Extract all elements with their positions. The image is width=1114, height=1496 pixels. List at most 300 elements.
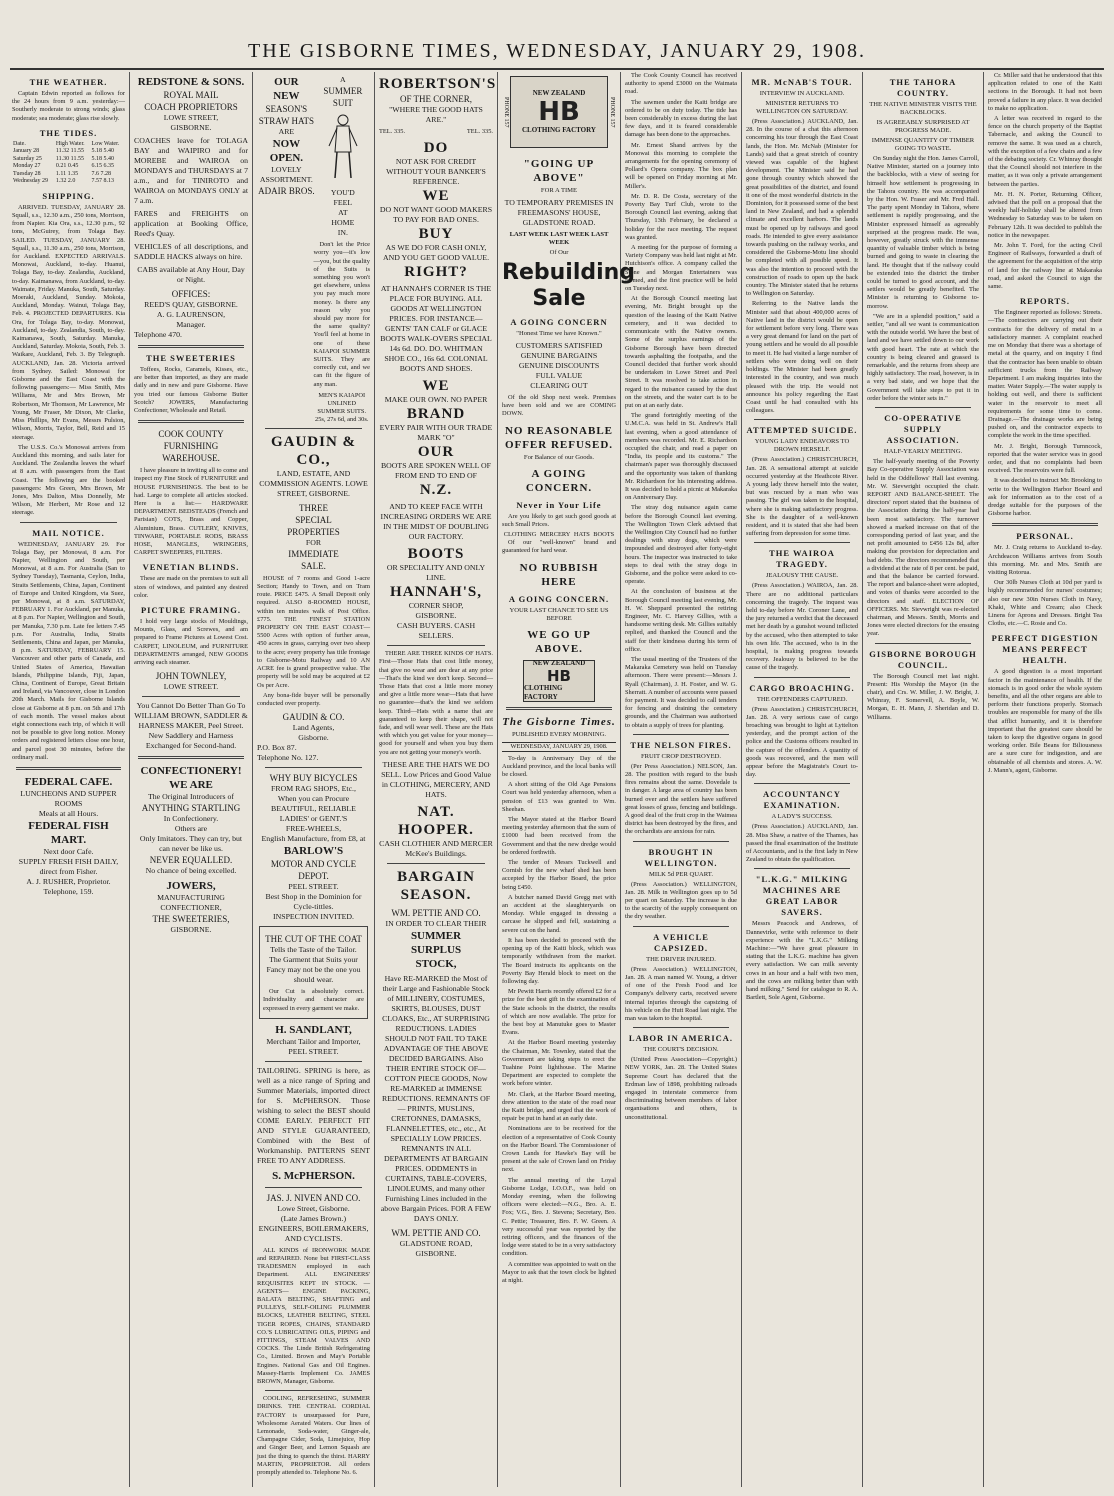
ad-line: AT [338,208,348,218]
accountancy-heading: ACCOUNTANCY EXAMINATION. [763,789,841,811]
news-paragraph: It was decided to instruct Mr. Brooking to write to the Wellington Harbor Board and ask for information as to the cost of a dredge suitable for the purposes of the Gisborne harbor. [988,477,1102,518]
cafe-line: LUNCHEONS AND SUPPER ROOMS [20,789,117,809]
union-company-text: The U.S.S. Co.'s Monowai arrives from Auckland this morning, and sails later for Auckland. The Zealandia leaves the wharf at 8 a.m. with passengers from the East Coast. The following are the booked passengers: Mrs Green, Mrs Brown, Mr Jones, Mrs Dalton, Miss Donnelly, Mr Wilson, Mr Herbert, Mr Rose and 12 steerage. [12,443,125,517]
news-paragraph: The grand fortnightly meeting of the U.M.C.A. was held in St. Andrew's Hall last evening, when a good attendance of members was recorded. Mr. E. Richardson occupied the chair, and read a paper on "India, its people and its customs." The chairman's paper was thoroughly discussed and the opportunity was taken of thanking Mr. Richardson for his interesting address. It was decided to hold a picnic at Makaraka on Anniversary Day. [625,412,737,502]
tides-cell: Tuesday 28 [13,170,41,177]
ad-line: Telephone No. 127. [257,753,319,763]
coop-heading: CO-OPERATIVE SUPPLY ASSOCIATION. [884,413,962,446]
ad-line: WE [422,378,450,395]
published-every-morning: PUBLISHED EVERY MORNING. [511,730,607,738]
ad-line: NAT. HOOPER. [398,803,474,838]
ad-line: ROBERTSON'S [379,76,497,92]
news-paragraph: Mr. John T. Ford, for the acting Civil Engineer of Railways, forwarded a draft of the agreement for the acquisition of the strip of land for the railway line at Makaraka road, and asked the Council to sign the same. [988,242,1102,291]
hb-header [502,72,616,152]
editorial-paragraph: The Mayor stated at the Harbor Board meeting yesterday afternoon that the sum of £1000 had been received from the Government and that the new dredge would be ordered forthwith. [502,816,616,856]
sweeteries-heading: THE SWEETERIES [146,353,236,363]
framing-text: I hold very large stocks of Mouldings, Mounts, Glass, and Screwes, and am prepared to Frame Pictures at Lowest Cost. CARPET, LINOLEUM, and FURNITURE DEPARTMENTS arranged, NEW GOODS arriving each steamer. [134,618,248,667]
column-7 [746,72,858,1487]
column-4 [379,72,497,1487]
wairoa-text: (Press Association.) WAIROA, Jan. 28. There are no additional particulars concerning the tragedy. The inquest was held to-day before Mr. Coroner Lane, and the jury returned a verdict that the deceased met her death by a gunshot wound inflicted by the accused, who then attempted to take his own life. The accused, who is in the hospital, is making progress towards recovery. Jealousy is believed to be the cause of the tragedy. [746,582,858,672]
divider [265,1187,362,1188]
column-5 [502,72,636,1487]
column-6 [625,72,737,1487]
cabs-text: CABS available at Any Hour, Day or Night. [137,265,245,284]
list-block [502,341,616,391]
telephone-right: TEL. 335. [466,128,493,135]
framing-heading: PICTURE FRAMING. [140,605,242,616]
federal-cafe-ad [12,775,125,897]
personal-text: Mr. J. Craig returns to Auckland to-day. Archdeacon Williams arrives from South this morning. Mr. and Mrs. Smith are visiting Rotorua. [988,544,1102,576]
editorial-date: WEDNESDAY, JANUARY 29, 1908. [502,742,616,752]
ad-line: SEASON'S [265,104,308,114]
divider [265,1061,362,1062]
ad-line: The Garment that Suits your Fancy may not be the one you should wear. [266,955,361,985]
cargo-subheading: THE OFFENDERS CAPTURED. [756,695,848,703]
redstone-ad [134,75,248,133]
vehicles-text: VEHICLES of all descriptions, and SADDLE HACKS always on hire. [134,242,248,261]
column-rule [129,72,130,1487]
cafe-line: FEDERAL CAFE. [24,776,113,789]
tailor-text: Our Cut is absolutely correct. Individuality and character are expressed in every garment we make. [263,988,364,1012]
ad-line: THREE [299,502,328,513]
temporary-premises: TO TEMPORARY PREMISES IN FREEMASONS' HOUSE, GLADSTONE ROAD. [504,198,614,227]
no-rubbish-heading: NO RUBBISH HERE [519,561,599,588]
ad-line: Lowe Street, Gisborne. [277,1203,350,1213]
category-item: CLOTHING [503,531,537,539]
mail-notice-text: WEDNESDAY, JANUARY 29. For Tolaga Bay, per Monowai, 8 a.m. For Napier, Wellington and South, per Monowai, at 8 a.m. For Australia (San to Sydney Tuesday), Tasmania, Ceylon, India, Straits Settlements, China, Japan, Continent of Europe and United Kingdom, via Suez, per Monowai, at 8 a.m. SATURDAY, FEBRUARY 1. For Auckland, per Manuka, at 8 p.m. For Napier, Wellington and South, per Manuka, 7.30 p.m. Late fee letters 7.45 p.m. For Australia, India, Straits Settlements, China and Japan, per Manuka, 8 p.m. SATURDAY, FEBRUARY 15. Vancouver and other parts of Canada, and United States of America, Hawaiian Islands, Philippine Islands, Fiji, Japan, China, Continent of Europe, Great Britain and Ireland, via Vancouver, close in London 20th March. Mails for Gisborne Islands close at Gisborne at 8 p.m. on 5th and 17th of each month. The vessel makes about eight connections each trip, of which it will not be possible to give long notice. Money orders and registered letters close one hour, and parcel post 30 minutes, before the ordinary mail. [12,540,125,761]
column-rule [983,72,984,1487]
divider [265,428,362,429]
list-item: GENUINE BARGAINS [520,351,598,360]
health-text: A good digestion is a most important factor in the maintenance of health. If the stomach is in good order the whole system benefits, and all the other organs are able to perform their functions properly. Stomach troubles are responsible for many of the ills that afflict humanity, and it is therefore important that the greatest care should be taken to keep the digestive organs in good working order. Bile Beans for Biliousness are a sure cure for indigestion, and are obtainable of all chemists and stores. A. W. J. Mann's, agent, Gisborne. [988,668,1102,774]
news-paragraph: A letter was received in regard to the fence on the church property of the Baptist Tabernacle, and asking the Council to remove the same. It was used as a church, with the exception of a few chairs and a few of the debating society. Cr. Whinray thought that the Council should not interfere in the matter, as it was only a private arrangement between the parties. [988,115,1102,188]
ad-line: GISBORNE. [170,123,212,132]
ad-line: JOWERS, [166,880,216,893]
hats-text: THERE ARE THREE KINDS OF HATS. First—Those Hats that cost little money, that give no wear and are dear at any price—That's the kind we don't keep. Second—Those Hats that cost a little more money and give a little more wear—Hats that have no guarantee—that's the kind we seldom keep. Third—Hats with a name that are guaranteed to keep their shape, will not fade, and will wear well. These are the Hats with which you get value for your money—good for yourself and when you buy them you are not getting your money's worth. [379,650,493,756]
ad-line: CASH BUYERS. CASH SELLERS. [396,621,476,641]
ad-line: JAS. J. NIVEN AND CO. [266,1192,361,1203]
going-concern: A GOING CONCERN [510,317,608,327]
divider [387,645,485,646]
ad-line: THE SWEETERIES, [152,914,230,925]
ad-line: THE CUT OF THE COAT [265,934,362,945]
ad-line: Gisborne. [298,733,329,743]
hb-logo-small [523,660,595,702]
phone-right: PHONE 157 [609,96,615,128]
ad-line: WM. PETTIE AND CO. [391,907,481,918]
divider [387,863,485,864]
summer-suit-lines-2 [316,188,370,238]
tahora-subheading: THE NATIVE MINISTER VISITS THE BACKBLOCKS. [869,101,977,116]
hb-logo-text: HB [547,667,571,686]
tides-cell: January 28 [13,148,40,155]
going-concern-3: A GOING CONCERN. [508,593,610,604]
tides-cell: Wednesday 29 [13,178,49,185]
properties-text: HOUSE of 7 rooms and Good 1-acre Section; Handy to Town, and on Tram route. PRICE £475. A Small Deposit only required. ALSO 8-ROOMED HOUSE, within ten minutes walk of Post Office. £775. THE FINEST STATION PROPERTY ON THE EAST COAST—5500 Acres with option of further areas, 450 acres in grass, carrying over two sheep to the acre; every property has title frontage to Gisborne-Motu Railway and 10 AN ACRE fee is grand prospective value. The property will be sold may be acquired at £2 Os per Acre. [257,574,370,689]
fares-text: FARES and FREIGHTS on application at Booking Office, Reed's Quay. [134,209,248,238]
ad-line: RIGHT? [404,264,468,281]
lkg-heading: "L.K.G." MILKING MACHINES ARE GREAT LABOR SAVERS. [755,874,849,918]
ad-line: Land Agents, [292,723,335,733]
tailor-ad [259,926,368,1019]
offices-block [134,288,248,340]
ad-line: P.O. Box 87. [257,743,297,753]
ad-line: REED'S QUAY, GISBORNE. [144,300,238,309]
divider [875,407,971,408]
ad-line: NOW OPEN. [269,138,304,164]
ad-line: FOR [305,537,322,547]
divider [754,868,850,869]
nurses-text: Our 30lb Nurses Cloth at 10d per yard is highly recommended for nurses' costumes; also our new 30in Nurses Cloth in Navy, Khaki, White and Cream; also Check Linens for Aprons and Dresses. Bright Tea Cloths, etc.—C. Rosie and Co. [988,579,1102,628]
cargo-heading: CARGO BROACHING. [749,682,855,693]
man-figure-icon [323,112,363,182]
news-paragraph: The stray dog nuisance again came before the Borough Council last evening. The Wellington Town Clerk advised that the Wellington City Council had no further dealings with stray dogs, which were impounded and destroyed after forty-eight hours. The inspector was instructed to take steps to deal with the stray dogs in Gisborne, and the police were asked to co-operate. [625,504,737,586]
ad-line: OUR [274,76,299,88]
table-row [12,178,125,186]
ad-line: Best Shop in the Dominion for Cycle-tittles. [265,892,362,912]
cafe-line: SUPPLY FRESH FISH DAILY, direct from Fisher. [18,857,119,877]
column-rule [741,72,742,1487]
boots-block [379,545,493,641]
news-paragraph: The Cook County Council has received authority to spend £3000 on the Waimata road. [625,72,737,96]
go-up-heading: WE GO UP ABOVE. [527,628,591,655]
column-rule [374,72,375,1487]
divider [142,696,240,697]
column-rule [252,72,253,1487]
divider [265,1390,362,1391]
divider [754,419,850,420]
ad-line: GISBORNE. [415,1248,457,1258]
mcnab-subheading: INTERVIEW IN AUCKLAND. [759,90,845,97]
tides-cell: 7.57 8.13 [91,178,115,185]
ad-line: PEEL STREET. [288,1046,339,1056]
sandlant-ad [257,1023,370,1057]
ad-line: LOWE STREET, [163,113,219,122]
confectioner-ad [134,764,248,876]
news-paragraph: The sawmen under the Kaiti bridge are ordered to be on duty today. The tide has been considerably in excess during the last few days, and it is feared considerable damage has been done to the approaches. [625,98,737,139]
niven-ad [257,1192,370,1244]
divider [754,783,850,784]
editorial-paragraph: A short sitting of the Old Age Pensions Court was held yesterday afternoon, when a pension of £13 was granted to Wm. Sheehan. [502,781,616,813]
going-concern-2: A GOING CONCERN. [525,467,593,494]
jowers-ad [134,879,248,935]
list-item: GENUINE DISCOUNTS [518,361,600,370]
nelson-heading: THE NELSON FIRES. [630,739,732,750]
news-paragraph: At the conclusion of business at the Borough Council meeting last evening, Mr. H. W. Sheppard presented the retiring Engineer, Mr. C. Harvey Gillies, with a handsome writing desk. Mr. Gillies suitably replied, and thanked the Council and the staff for their kindness during his term of office. [625,588,738,653]
ad-line: A. G. LAURENSON, [156,310,226,319]
drinks-text: COOLING, REFRESHING, SUMMER DRINKS. THE CENTRAL CORDIAL FACTORY is unsurpassed for Pure, Wholesome Aerated Waters. Our lines of Lemonade, Soda-water, Ginger-ale, Champagne Cider, Soda, Limejuice, Hop and Ginger Beer, and Lemon Squash are just the thing to quench the thirst. HARRY MARTIN, PROPRIETOR. All orders promptly attended to. Telephone No. 6. [257,1395,370,1476]
divider [754,677,850,678]
attempted-subheading: YOUNG LADY ENDEAVORS TO DROWN HERSELF. [754,438,850,454]
accountancy-subheading: A LADY'S SUCCESS. [771,813,833,821]
properties-block [257,502,370,572]
ad-line: SUIT [332,98,353,108]
tahora-subheading-3: IMMENSE QUANTITY OF TIMBER GOING TO WASTE. [871,137,975,152]
of-our: Of Our [549,249,569,256]
ad-line: FURNISHING [163,441,219,452]
table-row [12,148,125,156]
ad-line: LOWE STREET. [163,682,219,692]
bargain-ad [379,868,493,904]
tides-cell: 1.11 1.35 [55,170,79,177]
bicycles-ad [257,772,370,922]
ad-line: LADIES' or GENT.'S [279,814,348,824]
ad-line: YOU'D [330,188,355,198]
ad-line: JOHN TOWNLEY, [155,671,227,682]
tailor-lines [263,933,364,985]
tides-cell: 11.32 11.55 [55,148,84,155]
list-item: CLEARING OUT [530,381,588,390]
pettie-text: Have RE-MARKED the Most of their Large and Fashionable Stock of MILLINERY, COSTUMES, SKIRTS, BLOUSES, DUST CLOAKS, Etc., AT SURPRISING REDUCTIONS. LADIES SHOULD NOT FAIL TO TAKE ADVANTAGE OF THE ABOVE DECIDED BARGAINS. Also THEIR ENTIRE STOCK OF— COTTON PIECE GOODS, Now RE-MARKED at IMMENSE REDUCTIONS. REMNANTS OF— PRINTS, MUSLINS, CRETONNES, DAMASKS, FLANNELETTES, etc., etc., At SPECIALLY LOW PRICES. REMNANTS IN ALL DEPARTMENTS AT BARGAIN PRICES. ODDMENTS in CURTAINS, TABLE-COVERS, LINOLEUMS, and many other Furnishing Lines included in the above Bargain Prices. FOR A FEW DAYS ONLY. [380,973,492,1223]
reports-text: The Engineer reported as follows: Streets.—The contractors are carrying out their contracts for the delivery of metal in a satisfactory manner. A complaint reached me on Monday that there was a shortage of metal at the quarry, and on inquiry I find that the contractor has been unable to obtain sufficient trucks from the Railway Department. I am making inquiries into the matter. Water Supply.—The water supply is holding out well, and there is sufficient water in the reservoir to meet all requirements for some time to come. Drainage.—The drainage works are being pushed on, and the contractor expects to complete the work in the time specified. [988,309,1102,440]
shipping-text: ARRIVED. TUESDAY, JANUARY 28. Squall, s.s., 12.30 a.m., 250 tons, Morrison, from Napier. Kia Ora, s.s., 12.30 p.m., 92 tons, McGuirey, from Tolaga Bay. SAILED. TUESDAY, JANUARY 28. Squall, s.s., 11.30 a.m., 250 tons, Morrison, for Auckland. EXPECTED ARRIVALS. Monowai, Auckland, to-day. Huanui, Tolaga Bay, to-day. Zealandia, Auckland, to-day. Kaimanawa, from Auckland, to-day. Waimate, Friday. Manuka, South, Saturday. Moeraki, Auckland, Sunday. Mokoia, Auckland, Monday. Wainui, Tolaga Bay, Feb. 4. PROJECTED DEPARTURES. Kia Ora, for Tolaga Bay, to-day. Monowai, Auckland, to-day. Zealandia, South, to-day. Kaimanawa, South, Saturday. Manuka, Auckland, Saturday. Mokoia, South, Feb. 3. Waikare, Auckland, Feb. 3. By Telegraph. AUCKLAND, Jan. 28. Victoria arrived from Sydney. Sailed: Monowai for Gisborne and the East Coast with the following passengers:— Miss Smith, Mrs Williams, Mr and Mrs Brown, Mr Robertson, Mr Thomson, Mr Lawrence, Mr Young, Mr Fraser, Mr Dixon, Mr Clarke, Miss Phillips, Mr Evans, Messrs Pulsion, Wilson, Morris, Taylor, Bell, Reid and 15 steerage. [12,203,125,441]
cargo-text: (Press Association.) CHRISTCHURCH, Jan. 28. A very serious case of cargo broaching was brought to light at Lyttelton yesterday, and the prompt action of the police and the Customs officers resulted in the capture of the offenders. A quantity of goods was recovered, and the men will appear before the Magistrate's Court to-day. [746,705,858,779]
ad-line: Only Imitators. They can try, but can never be like us. [139,834,243,854]
ad-line: BEAUTIFUL, RELIABLE [271,804,356,814]
tahora-text-2: "We are in a splendid position," said a settler, "and all we want is communication with the outside world. We have the best of land and we have settled down to our work with good heart. The rate at which the country is being cleared and grassed is remarkable, and the returns from sheep are highly satisfactory. The road, however, is in a very bad state, and we hope that the Government will take steps to put it in order before the winter sets in." [867,312,979,402]
ad-line: ENGINEERS, BOILERMAKERS, AND CYCLISTS. [258,1223,369,1243]
ad-line: NOT ASK FOR CREDIT WITHOUT YOUR BANKER'S REFERENCE. [386,157,486,187]
ad-line: CONFECTIONERY! [140,765,242,778]
ad-line: WE [422,188,450,205]
divider [754,542,850,543]
blinds-text: These are made on the premises to suit all sizes of windows, and painted any desired color. [134,575,248,599]
ad-line: WHY BUY BICYCLES [269,773,358,784]
mcnab-subheading-2: MINISTER RETURNS TO WELLINGTON ON SATURDAY. [756,100,848,115]
niven-text: ALL KINDS of IRONWORK MADE and REPAIRED. None but FIRST-CLASS TRADESMEN employed in each Department. ALL ENGINEERS' REQUISITES KEPT IN STOCK. —AGENTS— ENGINE PACKING, BALATA BELTING, SHAFTING and PULLEYS, SELF-OILING PLUMMER BLOCKS, LEATHER BELTING, STEEL TIGER ROPES, CHAINS, STANDARD CO.'S LUBRICATING OILS, PIPING and FITTINGS, STEAM VALVES AND COCKS. The Linde British Refrigerating Co., Limited. Brown and May's Portable Engines. National Gas and Oil Engines. Massey-Harris Implement Co. JAMES BROWN, Manager, Gisborne. [257,1246,370,1385]
for-a-time: FOR A TIME [540,187,578,194]
honest-time: "Honest Time we have Known." [516,330,602,337]
editorial-paragraph: At the Harbor Board meeting yesterday the Chairman, Mr. Townley, stated that the Government are taking steps to erect the Tuahine Point lighthouse. The Marine Department are expected to complete the work before winter. [502,1039,616,1088]
editorial-paragraph: A butcher named David Gregg met with an accident at the slaughteryards on Monday. While engaged in dressing a carcase he slipped and fell, sustaining a severe cut on the hand. [502,893,616,934]
ad-line: OUR [417,444,455,461]
tides-header-cell: High Water. [55,140,85,147]
sale-text: Sale [532,286,586,311]
nelson-text: (Per Press Association.) NELSON, Jan. 28. The position with regard to the bush fires remains about the same. Dovedale is in danger. A large area of country has been burned over and the settlers have suffered great losses of grass, fencing and buildings. A good deal of the fruit crop in the Waimea district has been destroyed by the fires, and the orchardists are anxious for rain. [625,762,737,836]
category-item: MERCERY [539,531,571,539]
ad-line: OFFICES: [171,289,211,299]
ad-line: SPECIAL [295,514,332,525]
mail-notice-heading: MAIL NOTICE. [32,527,105,538]
tides-cell: 7.6 7.28 [91,170,112,177]
ad-line: English Manufacture, from £8, at [261,834,366,844]
cafe-line: Next door Cafe. [43,847,94,857]
tides-cell: 1.32 2.0 [55,178,76,185]
do-block [379,139,493,281]
editorial-paragraph: Mr. Clark, at the Harbor Board meeting, drew attention to the state of the road near the Kaiti bridge, and urged that the work of repair be put in hand at an early date. [502,1090,616,1123]
ad-line: IN ORDER TO CLEAR THEIR [385,918,487,928]
gaudin-sub: LAND, ESTATE, AND COMMISSION AGENTS. LOWE STREET, GISBORNE. [259,468,368,498]
ad-line: S. McPHERSON. [272,1169,355,1182]
divider [138,420,244,423]
editorial-paragraph: A committee was appointed to wait on the Mayor to ask that the town clock be lighted at night. [502,1260,616,1285]
column-2 [134,72,248,1487]
well-known-text: Of our "well-known" brand and guaranteed for hard wear. [502,539,616,555]
news-paragraph: Mr. D. R. De Costa, secretary of the Poverty Bay Turf Club, wrote to the Borough Council last evening, asking that Thursday, 13th February, be declared a holiday for the race meeting. The request was granted. [625,192,737,241]
new-season-hats-ad [257,75,316,238]
health-heading: PERFECT DIGESTION MEANS PERFECT HEALTH. [991,633,1099,666]
ad-line: SUMMER [410,929,462,942]
cafe-line: Meals at all Hours. [38,809,99,819]
labor-text: (United Press Association—Copyright.) NEW YORK, Jan. 28. The United States Supreme Court has declared that the Erdman law of 1898, prohibiting railroads engaged in interstate commerce from discriminating between members of labor organisations and others, is unconstitutional. [625,1056,737,1121]
editorial-paragraph: Mr Pewitt Harris recently offered £2 for a prize for the best gift in the examination of the State schools in the district, the results of which are now available. The prize for the best boy at Manutuke goes to Master Evans. [502,988,616,1037]
ad-line: Manager. [176,320,206,329]
ad-line: SURPLUS [410,943,462,956]
ad-line: NEW [273,90,300,102]
townley-block [134,670,248,692]
cafe-line: Telephone, 159. [43,887,94,897]
tides-cell: Saturday 25 [13,155,42,162]
gaudin-title: GAUDIN & CO., [270,433,357,468]
old-shop-text: Of the old Shop next week. Premises have been sold and we are COMING DOWN. [502,394,616,418]
ad-line: Merchant Tailor and Importer, [266,1036,361,1046]
going-up-heading: "GOING UP ABOVE" [523,158,595,184]
sweeteries-text: Toffees, Rocks, Caramels, Kisses, etc., are better than imported, as they are made daily and in new and pure Gisborne. Have you tried our famous Gisborne Butter Scotch? JOWERS, Manufacturing Confectioner, Wholesale and Retail. [134,366,248,415]
man-figure-illustration [316,112,370,185]
ad-line: "WHERE THE GOOD HATS ARE." [389,105,483,124]
ad-line: IMMEDIATE [288,548,339,559]
ad-line: Others are [174,824,208,834]
column-9 [988,72,1102,1487]
editorial-paragraph: Nominations are to be received for the election of a representative of Cook County on the Harbor Board. The Commissioner of Crown Lands for Hawke's Bay will be present at the sale of Crown land on Friday next. [502,1125,616,1174]
lkg-text: Messrs Peacock and Andrews, of Dannevirke, write with reference to their experience with the "L.K.G." Milking Machine:—"We have great pleasure in stating that the L.K.G. machine has given every satisfaction. We can milk seventy cows in an hour and a half with two men, and the cows are milking better than with hand milking." Send for catalogue to R. A. Bartlett, Sole Agent, Gisborne. [746,920,858,1002]
pettie-ad [379,907,493,971]
ad-line: N.Z. [419,482,453,499]
ad-line: MANUFACTURING CONFECTIONER, [157,893,225,913]
ad-line: BOOTS [407,546,465,563]
tides-header-cell: Date. [13,140,26,147]
category-row [502,531,616,539]
borough-heading: GISBORNE BOROUGH COUNCIL. [869,648,977,670]
news-paragraph: Mr. H. N. Porter, Returning Officer, advised that the poll on a proposal that the weekly half-holiday shall be altered from Wednesday to Saturday was to be taken on February 12th. It was decided to publish the notice in the newspaper. [988,190,1102,239]
ad-line: OR SPECIALITY AND ONLY LINE. [386,563,486,583]
tahora-subheading-2: IS AGREEABLY SURPRISED AT PROGRESS MADE. [876,119,970,134]
mcnab-text-2: Referring to the Native lands the Minister said that about 400,000 acres of Native land in the district would be open for settlement before very long. There was a very great demand for land on the part of young settlers and he would do all possible to meet it. He had visited a large number of settlers who were doing well on their holdings. The Minister had been greatly interested in the country, and was much pleased with the trip. He would not announce his policy regarding the East Coast until he had consulted with his colleagues. [746,300,858,415]
column-3 [257,72,370,1487]
ad-line: SEASON. [400,886,472,903]
table-row [12,163,125,171]
nelson-subheading: FRUIT CROP DESTROYED. [640,752,722,760]
borough-text: The Borough Council met last night. Present: His Worship the Mayor (in the chair), and Crs. W. Miller, J. W. Bright, J. Whinray, F. Somervell, A. Boyle, W. Morgan, E. H. Mann, J. Sheridan and D. Williams. [867,672,979,721]
phone-left: PHONE 157 [503,96,510,128]
hb-logo [510,76,608,148]
attempted-heading: ATTEMPTED SUICIDE. [746,425,858,436]
wairoa-subheading: JEALOUSY THE CAUSE. [765,572,839,580]
news-paragraph: At the Borough Council meeting last evening, Mr. Bright brought up the question of the leasing of the Kaiti Native cemetery, and it was decided to communicate with the Native owners. Some of the surplus earnings of the Gisborne Borough have been directed towards asphalting the footpaths, and the Council decided that further work should be undertaken in Lowe Street and Peel Street. It was resolved to take action in regard to the nuisance caused by the dust on the streets, and the water cart is to be put on at an early date. [625,295,737,409]
ad-line: SUMMER [323,86,363,96]
cafe-line: FEDERAL FISH MART. [28,820,109,847]
never-heading: Never in Your Life [516,499,602,510]
last-week: LAST WEEK LAST WEEK LAST WEEK [509,231,609,246]
divider [875,643,971,644]
divider [633,841,729,842]
ad-line: MOTOR AND CYCLE DEPOT. [270,859,357,882]
divider [138,756,244,759]
tahora-text: On Sunday night the Hon. James Carroll, Native Minister, started on a journey into the backblocks, with a view of seeing for himself how settlement is progressing in the Tahora country. He was accompanied by the Hon. W. Fraser and Mr. Fred Hall. The party spent Monday in Tahora, where settlement is rapidly progressing, and the Minister expressed himself as agreeably surprised at the progress made. He was, however, greatly struck with the immense quantity of valuable timber which is being burned and going to waste in clearing the land. He thought that if the railway could be extended into the district the timber could be turned to good account, and the settlers would be greatly benefited. The Minister is returning to Gisborne to-morrow. [867,155,979,310]
column-rule [862,72,863,1487]
hb-bottom-text: CLOTHING FACTORY [524,684,563,702]
ad-line: INSPECTION INVITED. [273,912,354,922]
mcnab-text: (Press Association.) AUCKLAND, Jan. 28. In the course of a chat this afternoon concerning his tour through the East Coast lands, the Hon. Mr. McNab (Minister for Lands) said that a great stretch of country viewed was capable of the highest development. The Minister said he had gone through country which showed the great possibilities of the district, and found it one of the most wonderful districts in the Dominion, for it possessed some of the best land in New Zealand, and had a splendid climate and excellent harbors. The lands must be opened up by railways and good roads. He intended to give every assistance towards pushing on the railway works, and considered the Gisborne-Motu line should be completed with all possible speed. It was also the intention to proceed with the construction of roads to open up the back country. The Minister stated that he returns to Wellington on Saturday. [746,118,858,298]
ad-line: MAKE OUR OWN. NO PAPER [384,395,488,405]
vehicle-subheading: THE DRIVER INJURED. [646,955,716,963]
tides-header-row [12,141,125,149]
weather-text: Captain Edwin reported as follows for the 24 hours from 9 a.m. yesterday:—Southerly moderate to strong winds; glass moderate; sea moderate; glass rise slowly. [12,90,125,122]
ad-line: STRAW HATS [258,116,315,126]
masthead-title: THE GISBORNE TIMES, WEDNESDAY, JANUARY 29, 1908. [248,40,866,62]
gaudin-ad [257,433,370,499]
ad-line: In Confectionery. [163,814,219,824]
last-chance: YOUR LAST CHANCE TO SEE US BEFORE [509,606,609,622]
mcpherson-name [257,1169,370,1183]
divider [506,707,612,710]
rebuilding-sale [502,260,636,312]
ad-line: WE ARE [169,779,213,792]
cafe-line: A. J. RUSHER, Proprietor. [26,877,111,887]
tides-cell: 6.15 6.35 [91,163,115,170]
ad-line: (Late James Brown.) [280,1213,347,1223]
ad-line: BOOTS ARE SPOKEN WELL OF FROM END TO END OF [380,461,492,481]
attempted-text: (Press Association.) CHRISTCHURCH, Jan. 28. A sensational attempt at suicide occurred yesterday at the Heathcote River. A young lady threw herself into the water, but was rescued by a man who was passing. The girl was taken to the hospital, where she is making satisfactory progress. She is the daughter of a well-known resident, and it is stated that she had been suffering from depression for some time. [746,456,858,538]
tides-table [12,141,125,186]
reports-heading: REPORTS. [1020,296,1070,307]
divider [992,523,1098,526]
buyer-text: Any bona-fide buyer will be personally conducted over property. [257,691,370,707]
ad-line: BARLOW'S [283,845,344,858]
vehicle-heading: A VEHICLE CAPSIZED. [653,931,709,953]
weather-heading: THE WEATHER. [29,77,108,87]
furnishing-ad [134,428,248,464]
hb-bottom-text: CLOTHING FACTORY [522,126,596,134]
news-paragraph: Mr. J. Bright, Borough Turnncock, reported that the water service was in good order, and that no complaints had been received. The reservoirs were full. [988,442,1102,475]
labor-heading: LABOR IN AMERICA. [628,1033,734,1044]
gaudin-footer [257,711,370,763]
ad-line: GLADSTONE ROAD, [399,1238,473,1248]
tides-cell: 5.18 5.40 [91,148,115,155]
ad-line: LOVELY ASSORTMENT. [259,165,313,184]
hats-footer: THESE ARE THE HATS WE DO SELL. Low Prices and Good Value in CLOTHING, MERCERY, AND HATS. [381,759,491,799]
ad-line: H. SANDLANT, [275,1023,352,1036]
tahora-heading: THE TAHORA COUNTRY. [889,77,957,98]
divider [633,734,729,735]
telephone-row [379,128,493,136]
news-paragraph: A meeting for the purpose of forming a Variety Company was held last night at Mr. Hutchison's office. A company called the Stone and Morgan Entertainers was formed, and the first practice will be held on Tuesday next. [625,244,737,293]
ad-line: BUY [418,226,454,243]
coop-subheading: HALF-YEARLY MEETING. [883,448,963,456]
brought-text: (Press Association.) WELLINGTON, Jan. 28. Milk in Wellington goes up to 5d per quart on Saturday. The increase is due to the scarcity of the supply consequent on the dry weather. [625,880,737,921]
hb-top-text: NEW ZEALAND [532,89,586,97]
ad-line: The Original Introducers of [148,792,234,802]
coop-text: The half-yearly meeting of the Poverty Bay Co-operative Supply Association was held in the Oddfellows' Hall last evening. Mr. W. Sievwright occupied the chair. REPORT AND BALANCE-SHEET. The directors' report stated that the business of the Association during the half-year had been most satisfactory. The turnover showed a marked increase on that of the corresponding period of last year, and the net profit amounted to £456 12s 8d, after making due provision for depreciation and bad debts. The directors recommended that a dividend at the rate of 8 per cent. be paid, and that the balance be carried forward. The report and balance-sheet were adopted, and votes of thanks were accorded to the directors and staff. ELECTION OF OFFICERS. Mr. Sievwright was re-elected chairman, and Messrs. Smith, Morris and Jones were elected directors for the ensuing year. [867,458,979,638]
balance-text: For Balance of our Goods. [523,453,595,461]
tides-header-cell: Low Water. [91,140,120,147]
ad-line: BARGAIN [397,868,475,885]
ad-line: REDSTONE & SONS. [137,76,245,88]
labor-subheading: THE COURT'S DECISION. [643,1046,719,1054]
tides-cell: 5.18 5.40 [91,155,115,162]
summer-suit-lines [316,75,370,109]
gisborne-times-title: The Gisborne Times. [502,715,616,728]
news-paragraph: Mr. Ernest Shand arrives by the Monowai this morning to complete the arrangements for the opening ceremony of Pollard's Opera company. The box plan will be opened on Friday morning at Mr. Miller's. [625,141,737,190]
brought-heading: BROUGHT IN WELLINGTON. [644,846,718,868]
hb-top-text: NEW ZEALAND [532,659,586,668]
ad-line: ADAIR BROS. [258,186,315,196]
editorial-paragraph: It has been decided to proceed with the opening up of the Kaiti block, which was temporarily withdrawn from the market. The Board instructs its applicants on the Poverty Bay Herald block to meet on the following day. [502,936,616,985]
no-reasonable-heading: NO REASONABLE OFFER REFUSED. [504,424,614,451]
divider [633,926,729,927]
ad-line: NEVER EQUALLED. [149,855,233,866]
ad-line: CORNER SHOP, [408,601,464,611]
